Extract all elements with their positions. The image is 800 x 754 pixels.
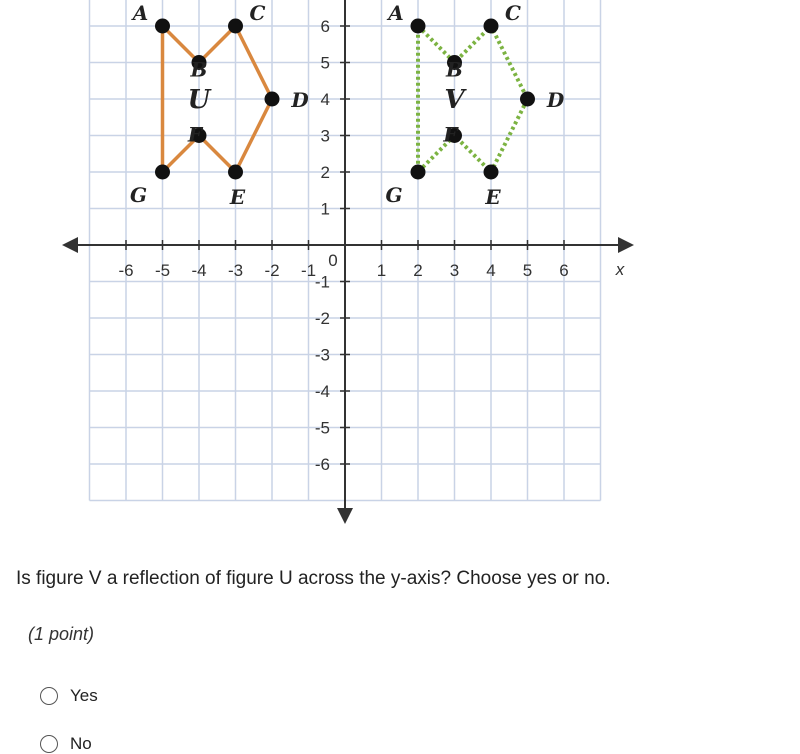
figure-v-vertex-label-g: G: [385, 183, 403, 207]
figure-v-vertex-label-f: F: [443, 122, 458, 147]
figure-u-name: U: [187, 85, 211, 115]
x-tick-label: -3: [227, 261, 244, 280]
option-yes-label: Yes: [70, 686, 98, 705]
figure-u-vertex-label-b: B: [190, 57, 208, 82]
figure-v-vertex-label-b: B: [446, 57, 463, 82]
figure-v-vertex-a: [411, 19, 426, 34]
figure-v-vertex-d: [520, 92, 535, 107]
x-tick-label: 3: [449, 261, 460, 280]
figure-v-vertex-e: [484, 165, 499, 180]
x-tick-label: 4: [486, 261, 496, 280]
figure-u-vertex-label-d: D: [291, 88, 309, 112]
y-tick-label: 4: [320, 90, 330, 109]
x-tick-label: -1: [300, 261, 317, 280]
x-tick-label: -4: [191, 261, 207, 280]
y-tick-label: 5: [320, 53, 330, 73]
x-tick-label: 6: [559, 261, 569, 280]
y-tick-label: -4: [314, 382, 330, 401]
question-text: Is figure V a reflection of figure U across the y-axis? Choose yes or no.: [16, 568, 611, 589]
y-tick-label: 6: [320, 17, 330, 36]
origin-label: 0: [328, 251, 338, 270]
figure-u-vertex-g: [155, 165, 170, 180]
figure-v-name: V: [444, 85, 465, 115]
option-yes[interactable]: [40, 686, 98, 706]
figure-v-vertex-label-a: A: [388, 1, 404, 25]
figure-v-vertex-c: [484, 19, 499, 34]
figure-u-vertex-c: [228, 19, 243, 34]
y-tick-label: -6: [314, 455, 330, 474]
y-tick-label: -2: [314, 309, 330, 328]
radio-no[interactable]: [40, 735, 58, 753]
x-tick-label: -5: [154, 261, 171, 280]
points-label: (1 point): [28, 624, 95, 644]
y-tick-label: 1: [320, 199, 330, 219]
figure-v-vertex-label-c: C: [505, 1, 521, 25]
x-axis-right-arrow: [618, 237, 634, 253]
y-tick-label: 3: [320, 126, 330, 146]
figure-v-vertex-g: [411, 165, 426, 180]
option-no[interactable]: [40, 734, 92, 754]
figure-u-vertex-label-e: E: [229, 185, 246, 209]
y-tick-label: -3: [314, 345, 330, 365]
y-tick-label: -5: [314, 418, 330, 438]
figure-u-vertex-a: [155, 19, 170, 34]
x-tick-label: 5: [522, 261, 533, 280]
figure-u-vertex-label-c: C: [249, 1, 266, 25]
figure-u-vertex-e: [228, 165, 243, 180]
figure-u-vertex-label-g: G: [129, 183, 148, 207]
x-tick-label: -6: [118, 261, 134, 280]
x-tick-label: -2: [264, 261, 280, 280]
y-axis-down-arrow: [337, 508, 353, 524]
figure-u-vertex-d: [265, 92, 280, 107]
option-no-label: No: [70, 734, 92, 753]
figure-v-vertex-label-e: E: [485, 185, 501, 209]
figure-u-vertex-label-a: A: [132, 1, 149, 25]
x-tick-label: 1: [376, 261, 387, 280]
x-axis-left-arrow: [62, 237, 78, 253]
y-tick-label: 2: [320, 163, 330, 182]
figure-u-vertex-label-f: F: [187, 122, 203, 147]
x-axis-label: x: [615, 260, 625, 279]
x-tick-label: 2: [413, 261, 423, 280]
y-tick-label: -1: [314, 272, 330, 292]
figure-v-vertex-label-d: D: [546, 88, 565, 112]
radio-yes[interactable]: [40, 687, 58, 705]
